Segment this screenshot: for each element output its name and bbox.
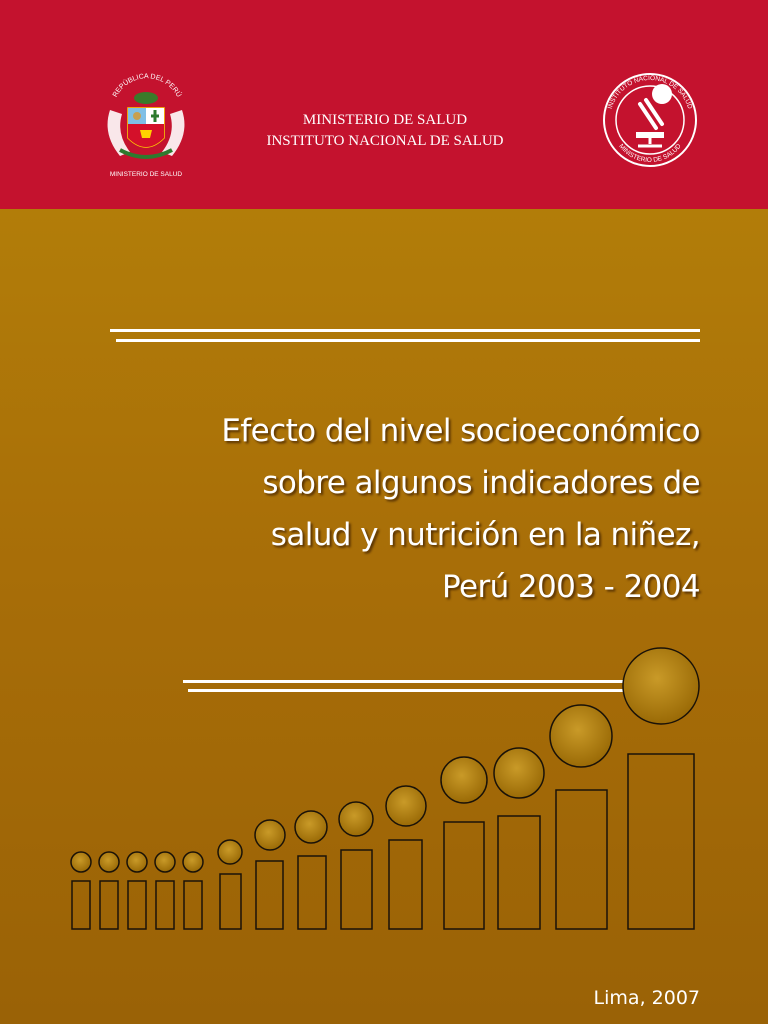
seal-bottom-text: MINISTERIO DE SALUD	[109, 171, 183, 178]
institute-name: INSTITUTO NACIONAL DE SALUD	[266, 133, 504, 149]
coat-of-arms-icon	[100, 64, 192, 182]
institution-block	[200, 110, 570, 152]
place-date: Lima, 2007	[593, 987, 700, 1009]
ministry-name: MINISTERIO DE SALUD	[302, 112, 468, 128]
top-rule-1	[110, 329, 700, 332]
ins-seal-icon	[600, 70, 700, 170]
title-line: Efecto del nivel socioeconómico	[221, 413, 700, 449]
cover-title	[100, 405, 700, 613]
growing-children-figures-icon	[0, 640, 768, 940]
top-rule-2	[116, 339, 700, 342]
title-line: sobre algunos indicadores de	[262, 465, 700, 501]
title-line: salud y nutrición en la niñez,	[270, 517, 700, 553]
seal-arc-text: REPÚBLICA DEL PERÚ	[111, 73, 183, 99]
header-band	[0, 0, 768, 209]
title-line: Perú 2003 - 2004	[442, 569, 700, 605]
seal-arc-text-bottom: MINISTERIO DE SALUD	[617, 142, 683, 165]
seal-arc-text-top: INSTITUTO NACIONAL DE SALUD	[606, 74, 694, 110]
